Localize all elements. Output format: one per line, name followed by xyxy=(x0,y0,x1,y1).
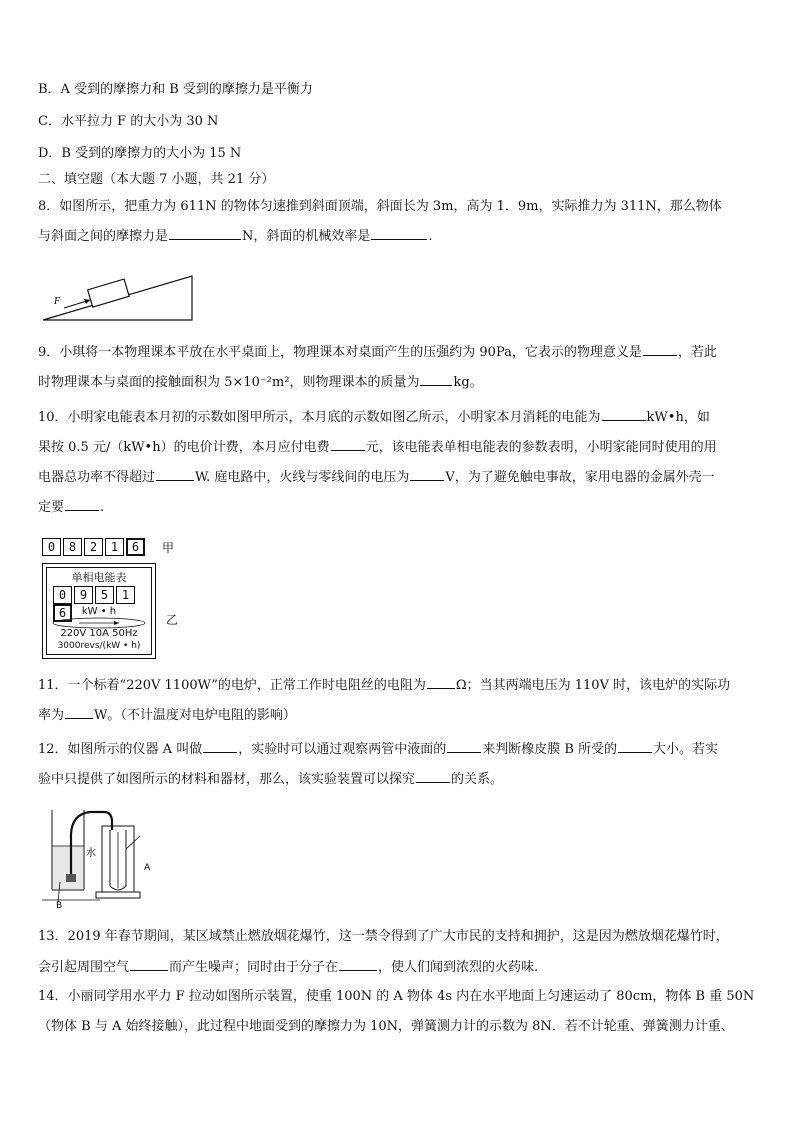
q13-text-a: 会引起周围空气 xyxy=(38,960,130,975)
q10-line2 xyxy=(38,438,764,457)
membrane-b-label: B xyxy=(56,901,63,910)
q10-text-a: 10．小明家电能表本月初的示数如图甲所示，本月底的示数如图乙所示，小明家本月消耗的电能为 xyxy=(38,410,601,425)
q13-blank-vibration[interactable] xyxy=(130,958,168,971)
q13-line2 xyxy=(38,958,764,977)
q11-text-d: W。（不计温度对电炉电阻的影响） xyxy=(94,708,296,723)
probe-head xyxy=(66,874,76,882)
force-label: F xyxy=(54,296,61,307)
q14-line2: （物体 B 与 A 始终接触），此过程中地面受到的摩擦力为 10N，弹簧测力计的示数为 8N．若不计轮重、弹簧测力计重、 xyxy=(38,1019,734,1034)
q10-text-i: . xyxy=(100,500,105,515)
label-a-leader xyxy=(126,836,140,849)
q9-text-c: 时物理课本与桌面的接触面积为 5×10⁻²m²，则物理课本的质量为 xyxy=(38,375,420,390)
water-label: 水 xyxy=(86,848,96,859)
q12-blank-instrument[interactable] xyxy=(203,740,237,753)
manometer-base xyxy=(96,892,140,898)
q8-line2 xyxy=(38,227,764,246)
q9-line1 xyxy=(38,343,764,362)
q12-text-f: 的关系。 xyxy=(451,772,504,787)
q8-blank-friction[interactable] xyxy=(169,227,241,240)
meter-yi-label: 乙 xyxy=(166,613,179,627)
instrument-a-label: A xyxy=(144,863,151,873)
q12-text-a: 12．如图所示的仪器 A 叫做 xyxy=(38,742,203,757)
q13-text-c: ，使人们闻到浓烈的火药味. xyxy=(378,960,539,975)
incline-figure xyxy=(40,268,200,324)
q8-line1: 8．如图所示，把重力为 611N 的物体匀速推到斜面顶端，斜面长为 3m，高为 1．9m，实际推力为 311N，那么物体 xyxy=(38,199,722,214)
manometer-figure xyxy=(40,804,170,910)
q11-line1 xyxy=(38,676,764,695)
q10-line4 xyxy=(38,498,764,517)
q9-line2 xyxy=(38,373,764,392)
q12-blank-relation[interactable] xyxy=(416,770,450,783)
q11-line2 xyxy=(38,706,764,725)
meter-title: 单相电能表 xyxy=(71,571,127,584)
meter-yi-digit: 1 xyxy=(116,586,135,604)
q9-text-a: 9．小琪将一本物理课本平放在水平桌面上，物理课本对桌面产生的压强约为 90Pa，它表示的物理意义是 xyxy=(38,345,642,360)
meter-jia-digit: 6 xyxy=(126,538,145,556)
q9-text-b: ，若此 xyxy=(677,345,717,360)
meter-jia-label: 甲 xyxy=(162,541,175,555)
q13-line1: 13．2019 年春节期间，某区域禁止燃放烟花爆竹，这一禁令得到了广大市民的支持和拥护，这是因为燃放烟花爆竹时， xyxy=(38,929,729,944)
meter-yi-digit: 5 xyxy=(95,586,114,604)
q12-text-b: ，实验时可以通过观察两管中液面的 xyxy=(238,742,447,757)
q10-blank-voltage[interactable] xyxy=(410,468,444,481)
q9-blank-mass[interactable] xyxy=(420,373,452,386)
meter-yi-digit: 9 xyxy=(74,586,93,604)
meter-unit: kW • h xyxy=(81,606,117,617)
q8-text-c: . xyxy=(428,229,433,244)
meter-revs: 3000revs/(kW • h) xyxy=(57,641,141,651)
option-b: B．A 受到的摩擦力和 B 受到的摩擦力是平衡力 xyxy=(38,82,313,97)
q11-text-b: Ω；当其两端电压为 110V 时，该电炉的实际功 xyxy=(455,678,731,693)
meter-yi xyxy=(42,563,156,659)
q11-blank-actual-power[interactable] xyxy=(65,706,93,719)
option-d: D．B 受到的摩擦力的大小为 15 N xyxy=(38,146,242,161)
meter-yi-digit: 6 xyxy=(53,604,72,622)
q10-blank-energy[interactable] xyxy=(602,408,646,421)
q11-text-a: 11．一个标着“220V 1100W”的电炉，正常工作时电阻丝的电阻为 xyxy=(38,678,426,693)
incline-block xyxy=(88,279,130,307)
q10-text-b: kW•h，如 xyxy=(646,410,710,425)
q10-text-f: W. 庭电路中，火线与零线间的电压为 xyxy=(195,470,410,485)
meter-jia-digit: 8 xyxy=(63,538,82,556)
q8-blank-efficiency[interactable] xyxy=(371,227,427,240)
section-title: 二、填空题（本大题 7 小题，共 21 分） xyxy=(38,172,275,187)
option-c: C．水平拉力 F 的大小为 30 N xyxy=(38,114,219,129)
q10-blank-power[interactable] xyxy=(156,468,194,481)
meter-jia-digit: 1 xyxy=(105,538,124,556)
q10-text-c: 果按 0.5 元/（kW•h）的电价计费，本月应付电费 xyxy=(38,440,330,455)
q12-text-c: 来判断橡皮膜 B 所受的 xyxy=(482,742,618,757)
q12-text-e: 验中只提供了如图所示的材料和器材，那么，该实验装置可以探究 xyxy=(38,772,416,787)
q13-blank-motion[interactable] xyxy=(339,958,377,971)
q12-blank-level[interactable] xyxy=(447,740,481,753)
q14-line1: 14．小丽同学用水平力 F 拉动如图所示装置，使重 100N 的 A 物体 4s 内在水平地面上匀速运动了 80cm，物体 B 重 50N xyxy=(38,989,755,1004)
q12-line1 xyxy=(38,740,764,759)
q10-line3 xyxy=(38,468,764,487)
meter-spec: 220V 10A 50Hz xyxy=(60,628,138,639)
q11-text-c: 率为 xyxy=(38,708,65,723)
q10-text-h: 定要 xyxy=(38,500,65,515)
meter-jia-digit: 0 xyxy=(42,538,61,556)
q13-text-b: 而产生噪声；同时由于分子在 xyxy=(169,960,339,975)
q9-text-d: kg。 xyxy=(453,375,483,390)
q12-line2 xyxy=(38,770,764,789)
q9-blank-meaning[interactable] xyxy=(643,343,677,356)
meter-jia xyxy=(42,538,192,560)
q10-text-e: 电器总功率不得超过 xyxy=(38,470,156,485)
meter-jia-digit: 2 xyxy=(84,538,103,556)
meter-yi-digit: 0 xyxy=(53,586,72,604)
q8-text-a: 与斜面之间的摩擦力是 xyxy=(38,229,169,244)
q10-blank-grounding[interactable] xyxy=(65,498,99,511)
q12-blank-pressure[interactable] xyxy=(618,740,652,753)
q10-line1 xyxy=(38,408,764,427)
q10-text-g: V，为了避免触电事故，家用电器的金属外壳一 xyxy=(445,470,715,485)
q10-blank-fee[interactable] xyxy=(331,438,365,451)
q8-text-b: N，斜面的机械效率是 xyxy=(242,229,371,244)
q10-text-d: 元，该电能表单相电能表的参数表明，小明家能同时使用的用 xyxy=(365,440,717,455)
beaker-water xyxy=(53,846,83,889)
q11-blank-resistance[interactable] xyxy=(427,676,455,689)
q12-text-d: 大小。若实 xyxy=(653,742,719,757)
